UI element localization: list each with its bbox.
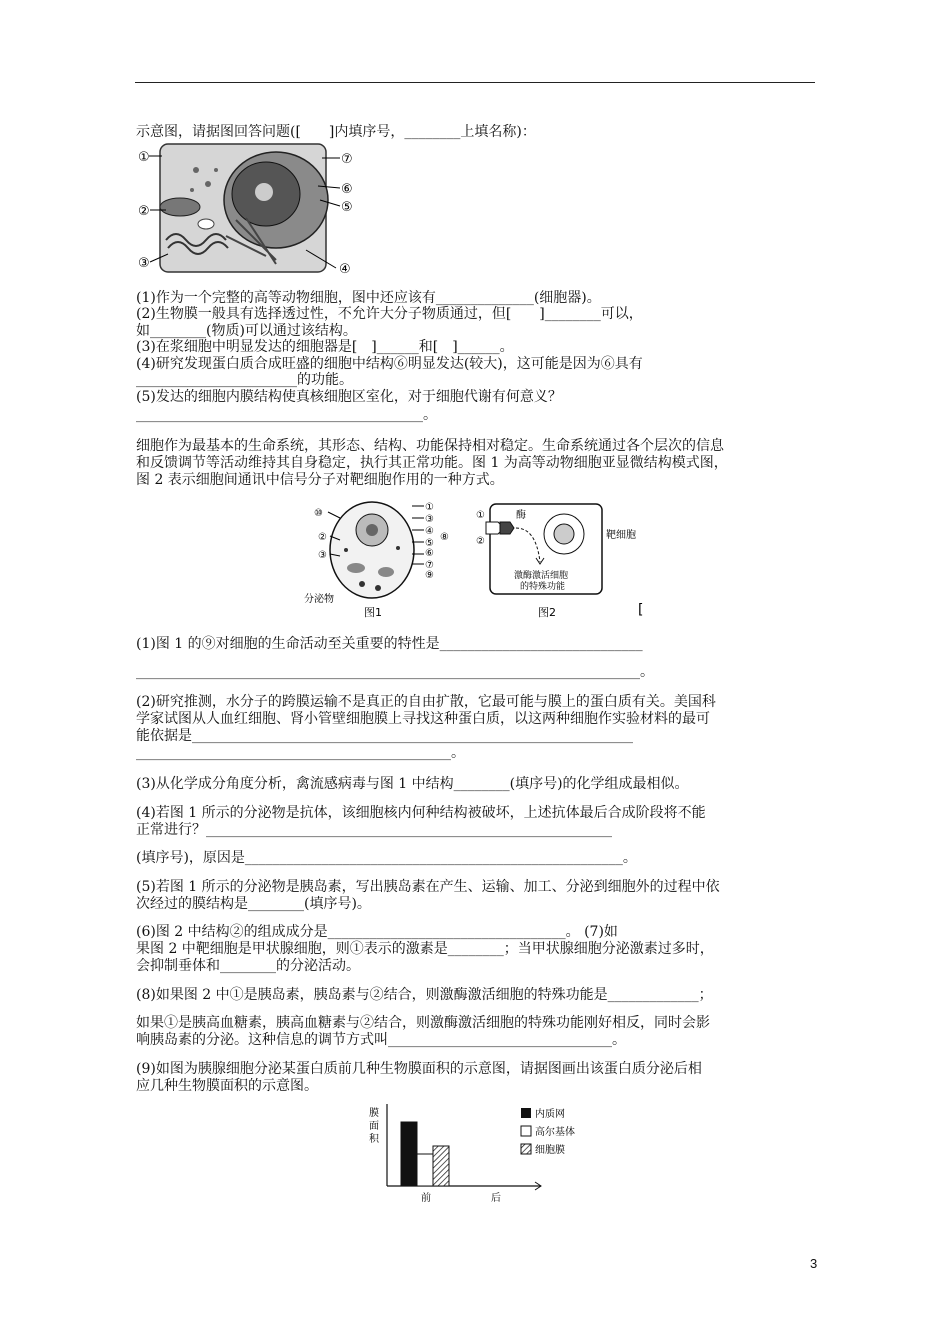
q2-2-line-4: _____________________________________________。 <box>136 745 465 761</box>
q2-9-line-2: 应几种生物膜面积的示意图。 <box>136 1078 318 1094</box>
passage-line-3: 图 2 表示细胞间通讯中信号分子对靶细胞作用的一种方式。 <box>136 472 504 488</box>
fig1-num-7: ⑦ <box>425 560 434 571</box>
bar-golgi-before <box>417 1154 433 1186</box>
q2-8-line-2: 如果①是胰高血糖素，胰高血糖素与②结合，则激酶激活细胞的特殊功能刚好相反，同时会影 <box>136 1015 710 1031</box>
q2-6-line-3: 会抑制垂体和________的分泌活动。 <box>136 958 360 974</box>
passage-line-1: 细胞作为最基本的生命系统，其形态、结构、功能保持相对稳定。生命系统通过各个层次的信息 <box>136 438 724 454</box>
q1-line-1: (1)作为一个完整的高等动物细胞，图中还应该有______________(细胞器)。 <box>136 290 601 306</box>
q2-5-line-2: 次经过的膜结构是________(填序号)。 <box>136 896 371 912</box>
q2-8-line-3: 响胰岛素的分泌。这种信息的调节方式叫________________________________。 <box>136 1032 626 1048</box>
passage-line-2: 和反馈调节等活动维持其自身稳定，执行其正常功能。图 1 为高等动物细胞亚显微结构模式图， <box>136 455 728 471</box>
q2-5-line-1: (5)若图 1 所示的分泌物是胰岛素，写出胰岛素在产生、运输、加工、分泌到细胞外的过程中依 <box>136 879 720 895</box>
fig1-num-3b: ③ <box>318 550 327 561</box>
q1-line-3: 如________(物质)可以通过该结构。 <box>136 323 357 339</box>
q2-2-line-3: 能依据是_______________________________________________________________ <box>136 728 633 744</box>
legend-label-er: 内质网 <box>535 1109 565 1120</box>
q2-8-line-1: (8)如果图 2 中①是胰岛素，胰岛素与②结合，则激酶激活细胞的特殊功能是_____________； <box>136 987 713 1003</box>
label-6: ⑥ <box>341 182 353 197</box>
fig2-num-2: ② <box>476 536 485 547</box>
fig2-caption: 图2 <box>538 606 556 619</box>
label-3: ③ <box>138 256 150 271</box>
ylabel-char-3: 积 <box>369 1134 379 1145</box>
x-tick-before: 前 <box>421 1193 431 1204</box>
q2-3-line-1: (3)从化学成分角度分析，禽流感病毒与图 1 中结构________(填序号)的化学组成最相似。 <box>136 776 689 792</box>
membrane-area-chart <box>365 1100 595 1210</box>
q2-4-line-1: (4)若图 1 所示的分泌物是抗体，该细胞核内何种结构被破坏，上述抗体最后合成阶段将不能 <box>136 805 706 821</box>
legend-swatch-membrane <box>521 1144 531 1154</box>
label-2: ② <box>138 204 150 219</box>
secretion-label: 分泌物 <box>304 594 334 605</box>
fig1-num-10: ⑩ <box>314 508 323 519</box>
cell-diagram-a <box>136 140 366 280</box>
q2-1-line-2: ________________________________________________________________________。 <box>136 664 654 680</box>
bar-er-before <box>401 1122 417 1186</box>
fig1-num-8: ⑧ <box>440 532 449 543</box>
q1-line-2: (2)生物膜一般具有选择透过性，不允许大分子物质通过，但[ ]________可以， <box>136 306 643 322</box>
activated-label-1: 激酶激活细胞 <box>514 571 569 581</box>
fig1-caption: 图1 <box>364 606 382 619</box>
legend-swatch-er <box>521 1108 531 1118</box>
q2-4-line-2: 正常进行？__________________________________________________________ <box>136 822 612 838</box>
page-number: 3 <box>810 1256 818 1271</box>
q1-line-8: _________________________________________。 <box>136 407 437 423</box>
fig1-num-1: ① <box>425 502 434 513</box>
header-rule <box>135 82 815 83</box>
fig1-num-2b: ② <box>318 532 327 543</box>
label-7: ⑦ <box>341 152 353 167</box>
q1-line-7: (5)发达的细胞内膜结构使真核细胞区室化，对于细胞代谢有何意义？ <box>136 389 562 405</box>
stray-bracket: [ <box>638 602 644 618</box>
q1-line-4: (3)在浆细胞中明显发达的细胞器是[ ]______和[ ]______。 <box>136 339 514 355</box>
q2-2-line-1: (2)研究推测，水分子的跨膜运输不是真正的自由扩散，它最可能与膜上的蛋白质有关。美国科 <box>136 694 716 710</box>
activated-label-2: 的特殊功能 <box>520 582 566 592</box>
enzyme-label: 酶 <box>516 510 526 521</box>
q2-9-line-1: (9)如图为胰腺细胞分泌某蛋白质前几种生物膜面积的示意图，请据图画出该蛋白质分泌后相 <box>136 1061 702 1077</box>
legend-label-golgi: 高尔基体 <box>535 1127 575 1138</box>
ylabel-char-2: 面 <box>369 1121 379 1132</box>
q1-line-6: _______________________的功能。 <box>136 372 353 388</box>
q2-2-line-2: 学家试图从人血红细胞、肾小管壁细胞膜上寻找这种蛋白质，以这两种细胞作实验材料的最可 <box>136 711 710 727</box>
label-1: ① <box>138 150 150 165</box>
fig1-num-9: ⑨ <box>425 570 434 581</box>
fig1-num-3: ③ <box>425 514 434 525</box>
q2-6-line-1: (6)图 2 中结构②的组成成分是__________________________________。 (7)如 <box>136 924 618 940</box>
fig1-num-6: ⑥ <box>425 548 434 559</box>
legend-swatch-golgi <box>521 1126 531 1136</box>
label-5: ⑤ <box>341 200 353 215</box>
cell-diagram-b <box>300 498 660 624</box>
target-label: 靶细胞 <box>606 530 636 541</box>
label-4: ④ <box>339 262 351 277</box>
bar-membrane-before <box>433 1146 449 1186</box>
q2-6-line-2: 果图 2 中靶细胞是甲状腺细胞，则①表示的激素是________；当甲状腺细胞分泌激素过多时， <box>136 941 714 957</box>
q1-line-5: (4)研究发现蛋白质合成旺盛的细胞中结构⑥明显发达(较大)，这可能是因为⑥具有 <box>136 356 643 372</box>
intro-line: 示意图，请据图回答问题([ ]内填序号，________上填名称)： <box>136 124 536 140</box>
q2-1-line-1: (1)图 1 的⑨对细胞的生命活动至关重要的特性是_____________________________ <box>136 636 643 652</box>
q2-4-line-3: (填序号)，原因是______________________________________________________。 <box>136 850 637 866</box>
fig1-num-5: ⑤ <box>425 538 434 549</box>
legend-label-membrane: 细胞膜 <box>535 1145 565 1156</box>
x-tick-after: 后 <box>491 1193 501 1204</box>
fig2-num-1: ① <box>476 510 485 521</box>
ylabel-char-1: 膜 <box>369 1108 379 1119</box>
fig1-num-4: ④ <box>425 526 434 537</box>
